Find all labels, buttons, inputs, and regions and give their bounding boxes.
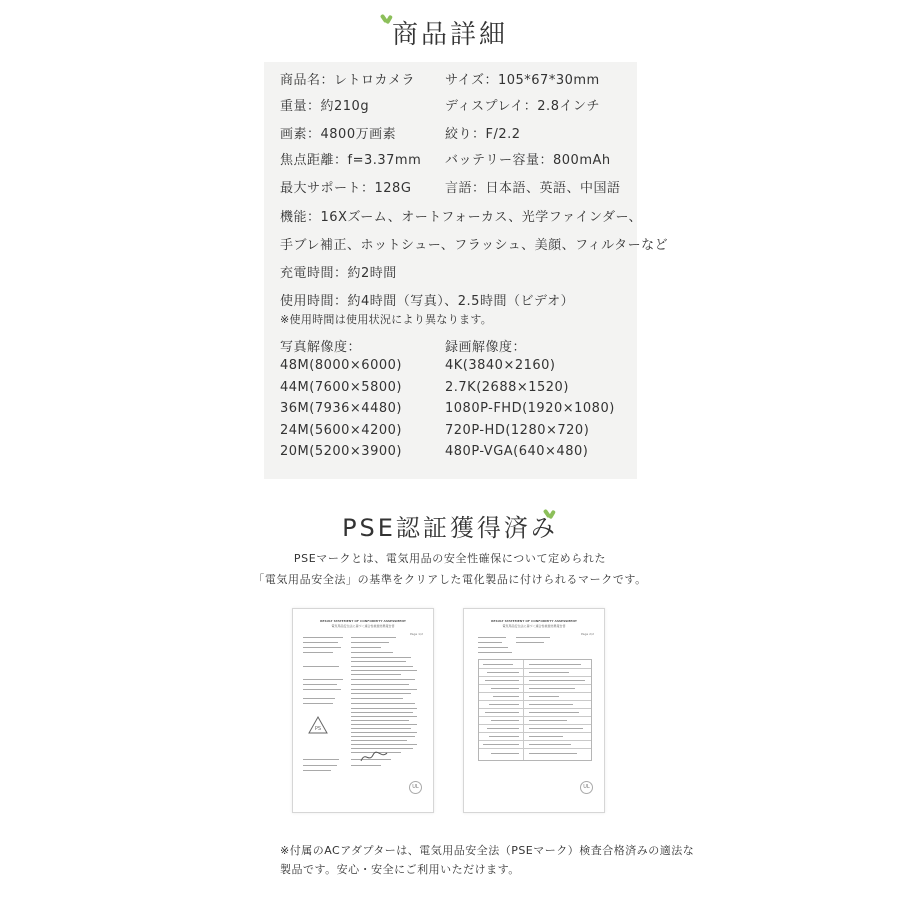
photo-resolution-item: 44M(7600×5800) — [280, 380, 402, 395]
details-title: 商品詳細 — [391, 20, 508, 50]
spec-size: サイズ：105*67*30mm — [445, 73, 600, 88]
certificate-heading-jp: 電気用品安全法に基づく適合性検査結果報告書 — [502, 624, 566, 628]
spec-language: 言語：日本語、英語、中国語 — [445, 181, 621, 196]
certificate-heading-jp: 電気用品安全法に基づく適合性検査結果報告書 — [331, 624, 395, 628]
pse-footnote-line-1: ※付属のACアダプターは、電気用品安全法（PSEマーク）検査合格済みの適法な — [280, 844, 695, 857]
photo-resolution-item: 20M(5200×3900) — [280, 444, 402, 459]
spec-pixels: 画素：4800万画素 — [280, 127, 397, 142]
photo-resolution-item: 48M(8000×6000) — [280, 358, 402, 373]
photo-resolution-item: 24M(5600×4200) — [280, 423, 402, 438]
ul-mark-icon: UL — [580, 781, 593, 794]
signature-icon — [359, 749, 389, 765]
svg-text:PS: PS — [314, 726, 322, 732]
certificate-page-1 — [292, 608, 434, 813]
pse-intro-line-2: 「電気用品安全法」の基準をクリアした電化製品に付けられるマークです。 — [253, 573, 647, 586]
spec-display: ディスプレイ：2.8インチ — [445, 99, 600, 114]
spec-panel — [264, 62, 669, 479]
certificate-heading-en: RESULT STATEMENT OF CONFORMITY ASSESSMENT — [491, 619, 577, 623]
spec-aperture: 絞り：F/2.2 — [445, 127, 521, 142]
certificate-page-number: Page 2/2 — [580, 632, 594, 636]
pse-mark-icon — [307, 715, 329, 737]
spec-features-line-1: 機能：16Xズーム、オートフォーカス、光学ファインダー、 — [280, 210, 642, 225]
spec-battery: バッテリー容量：800mAh — [445, 153, 611, 168]
spec-focal-length: 焦点距離：f=3.37mm — [280, 153, 422, 168]
spec-usage-note: ※使用時間は使用状況により異なります。 — [280, 313, 493, 326]
photo-resolution-header: 写真解像度： — [280, 340, 362, 355]
video-resolution-item: 480P-VGA(640×480) — [445, 444, 589, 459]
spec-product-name: 商品名：レトロカメラ — [280, 73, 416, 88]
video-resolution-header: 録画解像度： — [445, 340, 527, 355]
spec-weight: 重量：約210g — [280, 99, 370, 114]
video-resolution-item: 720P-HD(1280×720) — [445, 423, 590, 438]
pse-footnote-line-2: 製品です。安心・安全にご利用いただけます。 — [280, 863, 520, 876]
spec-usage-time: 使用時間：約4時間（写真）、2.5時間（ビデオ） — [280, 294, 575, 309]
spec-max-support: 最大サポート：128G — [280, 181, 412, 196]
certificate-page-number: Page 1/2 — [409, 632, 423, 636]
spec-features-line-2: 手ブレ補正、ホットシュー、フラッシュ、美顔、フィルターなど — [280, 238, 669, 253]
certificate-page-2 — [463, 608, 605, 813]
certificate-heading-en: RESULT STATEMENT OF CONFORMITY ASSESSMENT — [320, 619, 406, 623]
video-resolution-item: 4K(3840×2160) — [445, 358, 556, 373]
video-resolution-item: 1080P-FHD(1920×1080) — [445, 401, 615, 416]
pse-title: PSE認証獲得済み — [342, 514, 558, 542]
photo-resolution-item: 36M(7936×4480) — [280, 401, 402, 416]
video-resolution-item: 2.7K(2688×1520) — [445, 380, 569, 395]
certificate-table — [478, 659, 592, 761]
ul-mark-icon: UL — [409, 781, 422, 794]
pse-intro-line-1: PSEマークとは、電気用品の安全性確保について定められた — [293, 552, 607, 565]
spec-charge-time: 充電時間：約2時間 — [280, 266, 397, 281]
